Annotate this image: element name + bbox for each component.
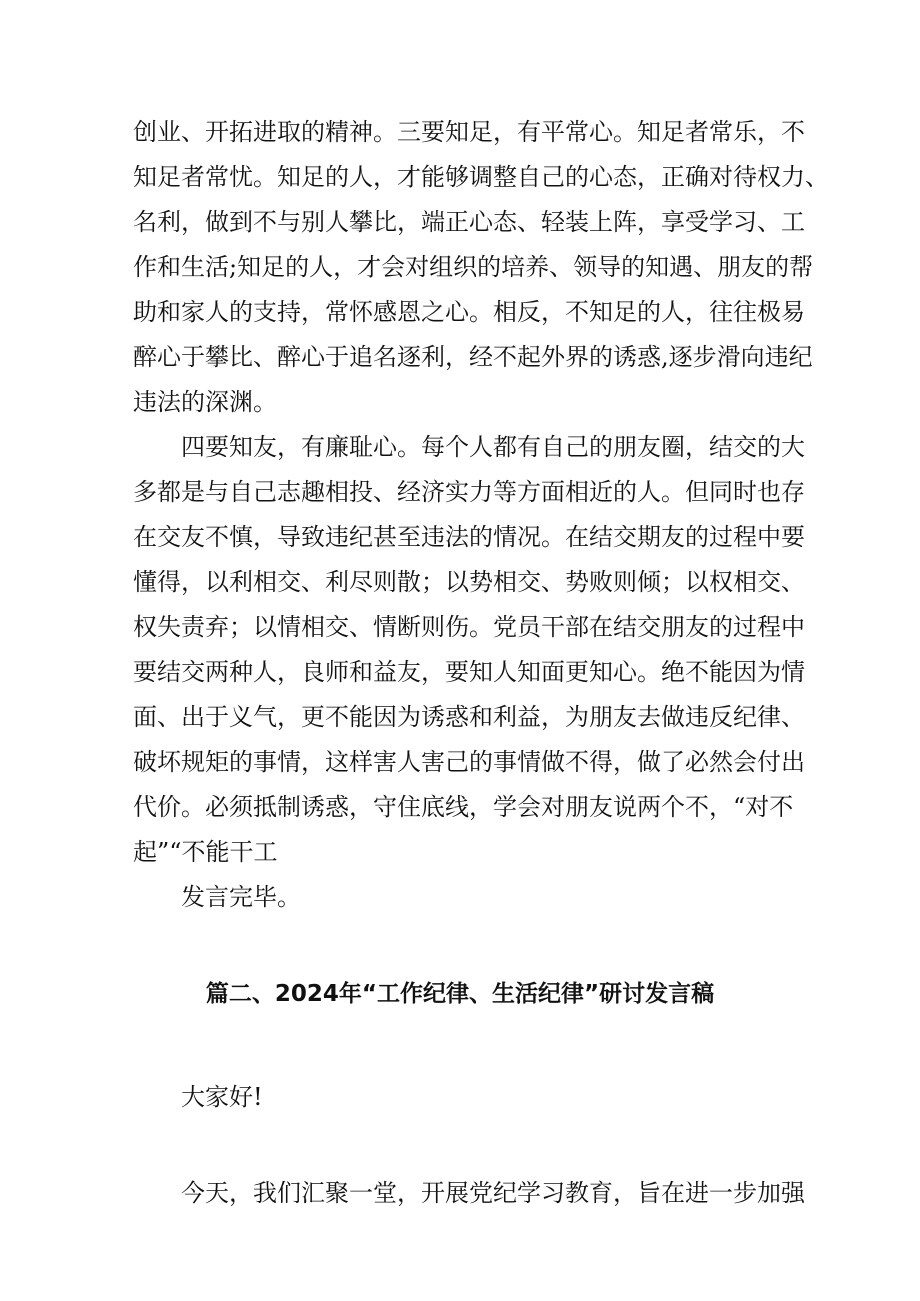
- paragraph-line: 懂得，以利相交、利尽则散；以势相交、势败则倾；以权相交、: [133, 568, 805, 596]
- paragraph-line: 起”“不能干工: [133, 838, 278, 866]
- paragraph-line: 权失责弃；以情相交、情断则伤。党员干部在结交朋友的过程中: [133, 613, 805, 641]
- section-heading: 篇二、2024年“工作纪律、生活纪律”研讨发言稿: [205, 981, 715, 1007]
- paragraph-line: 代价。必须抵制诱惑，守住底线，学会对朋友说两个不，“对不: [133, 793, 794, 821]
- intro-line: 今天，我们汇聚一堂，开展党纪学习教育，旨在进一步加强: [181, 1179, 805, 1207]
- paragraph-line: 在交友不慎，导致违纪甚至违法的情况。在结交期友的过程中要: [133, 523, 805, 551]
- paragraph-line: 醉心于攀比、醉心于追名逐利，经不起外界的诱惑,逐步滑向违纪: [133, 343, 813, 371]
- greeting-text: 大家好!: [181, 1083, 263, 1111]
- paragraph-line: 名利，做到不与别人攀比，端正心态、轻装上阵，享受学习、工: [133, 208, 805, 236]
- paragraph-line: 破坏规矩的事情，这样害人害己的事情做不得，做了必然会付出: [133, 748, 805, 776]
- paragraph-line: 四要知友，有廉耻心。每个人都有自己的朋友圈，结交的大: [181, 433, 805, 461]
- paragraph-line: 面、出于义气，更不能因为诱惑和利益，为朋友去做违反纪律、: [133, 703, 805, 731]
- paragraph-line: 作和生活;知足的人，才会对组织的培养、领导的知遇、朋友的帮: [133, 253, 814, 281]
- paragraph-line: 多都是与自己志趣相投、经济实力等方面相近的人。但同时也存: [133, 478, 805, 506]
- paragraph-line: 违法的深渊。: [133, 388, 277, 416]
- paragraph-line: 要结交两种人，良师和益友，要知人知面更知心。绝不能因为情: [133, 658, 805, 686]
- paragraph-line: 助和家人的支持，常怀感恩之心。相反，不知足的人，往往极易: [133, 298, 805, 326]
- paragraph-line: 创业、开拓进取的精神。三要知足，有平常心。知足者常乐，不: [133, 118, 805, 146]
- closing-text: 发言完毕。: [181, 883, 301, 911]
- paragraph-line: 知足者常忧。知足的人，才能够调整自己的心态，正确对待权力、: [133, 163, 829, 191]
